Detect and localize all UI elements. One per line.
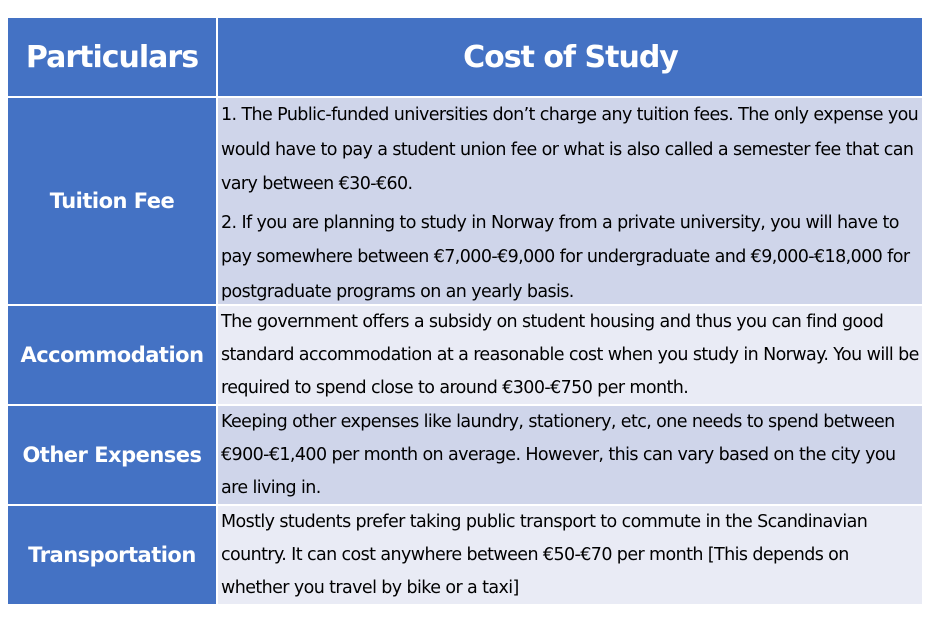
header-particulars: Particulars bbox=[8, 18, 218, 96]
header-cost-of-study: Cost of Study bbox=[463, 39, 678, 75]
row-label: Accommodation bbox=[8, 306, 218, 404]
table-row-accommodation bbox=[8, 306, 922, 406]
row-label: Tuition Fee bbox=[8, 98, 218, 304]
table-row-transportation bbox=[8, 506, 922, 606]
row-paragraph: Mostly students prefer taking public transport to commute in the Scandinavian country. It can cost anywhere between €50-€70 per month [This depends on whether you travel by bike or a taxi] bbox=[221, 512, 868, 598]
row-content bbox=[218, 98, 922, 304]
table-row-tuition-fee bbox=[8, 98, 922, 306]
row-content bbox=[218, 506, 922, 604]
cost-of-study-table bbox=[8, 18, 922, 606]
row-content bbox=[218, 406, 922, 504]
table-header-row bbox=[8, 18, 922, 98]
row-paragraph: 2. If you are planning to study in Norway from a private university, you will have to pay somewhere between €7,000-€9,000 for undergraduate and €9,000-€18,000 for postgraduate programs on an yearly basis. bbox=[221, 212, 910, 302]
row-label: Other Expenses bbox=[8, 406, 218, 504]
table-row-other-expenses bbox=[8, 406, 922, 506]
row-paragraph: Keeping other expenses like laundry, stationery, etc, one needs to spend between €900-€1,400 per month on average. However, this can vary based on the city you are living in. bbox=[221, 412, 896, 498]
row-label: Transportation bbox=[8, 506, 218, 604]
row-paragraph: 1. The Public-funded universities don’t charge any tuition fees. The only expense you would have to pay a student union fee or what is also called a semester fee that can vary between €30-€60. bbox=[221, 105, 919, 194]
row-paragraph: The government offers a subsidy on student housing and thus you can find good standard accommodation at a reasonable cost when you study in Norway. You will be required to spend close to around €300-€750 per month. bbox=[221, 312, 919, 398]
row-content bbox=[218, 306, 922, 404]
